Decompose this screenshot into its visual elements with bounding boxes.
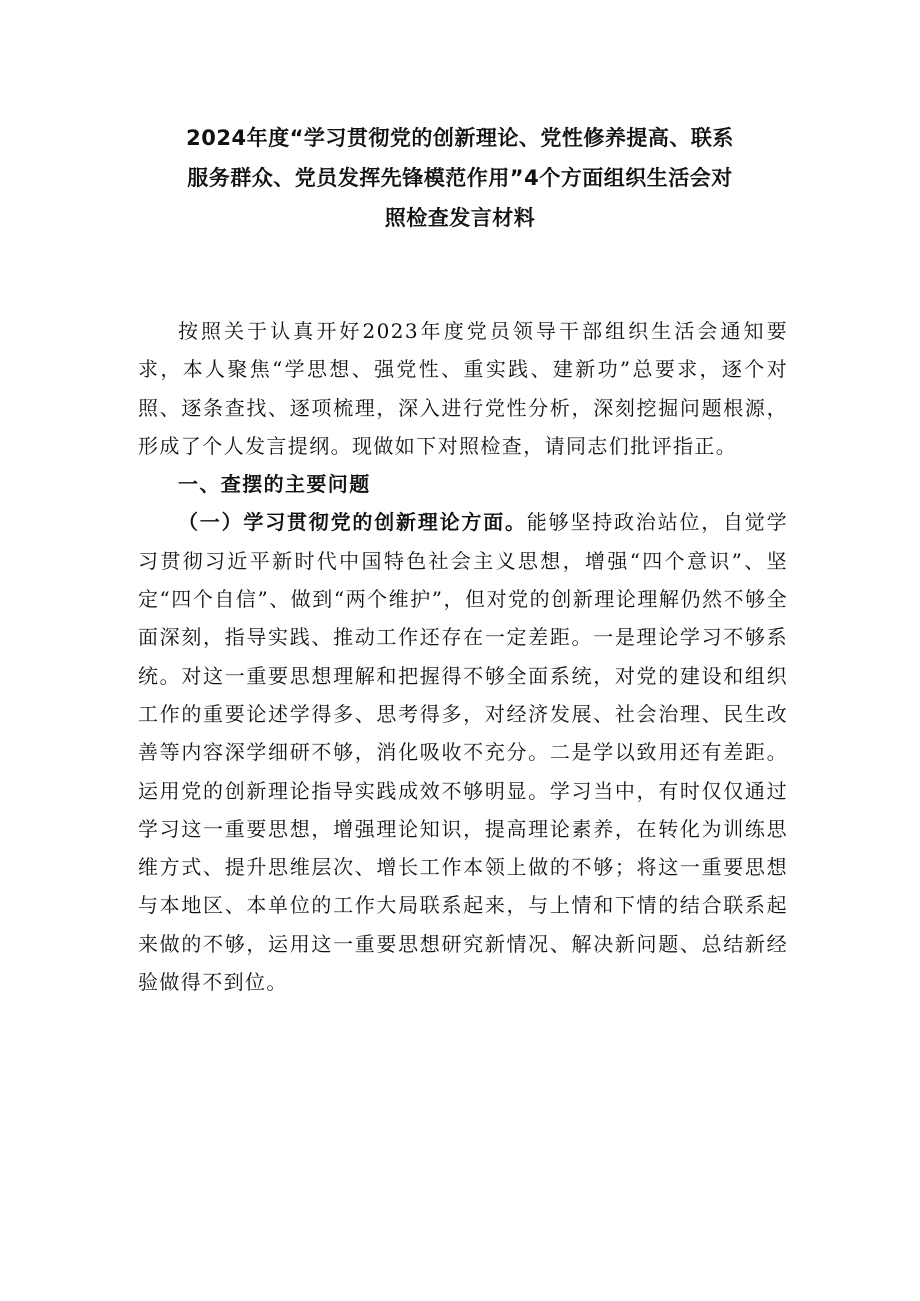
document-title xyxy=(110,118,810,238)
section-heading: 一、查摆的主要问题 xyxy=(178,472,371,497)
title-line-2: 服务群众、党员发挥先锋模范作用”4个方面组织生活会对 xyxy=(187,166,733,190)
subsection-text: 能够坚持政治站位，自觉学习贯彻习近平新时代中国特色社会主义思想，增强“四个意识”、坚定“四个自信”、做到“两个维护”，但对党的创新理论理解仍然不够全面深刻，指导实践、推动工作还存在一定差距。一是理论学习不够系统。对这一重要思想理解和把握得不够全面系统，对党的建设和组织工作的重要论述学得多、思考得多，对经济发展、社会治理、民生改善等内容深学细研不够，消化吸收不充分。二是学以致用还有差距。运用党的创新理论指导实践成效不够明显。学习当中，有时仅仅通过学习这一重要思想，增强理论知识，提高理论素养，在转化为训练思维方式、提升思维层次、增长工作本领上做的不够；将这一重要思想与本地区、本单位的工作大局联系起来，与上情和下情的结合联系起来做的不够，运用这一重要思想研究新情况、解决新问题、总结新经验做得不到位。 xyxy=(138,510,788,995)
title-line-3: 照检查发言材料 xyxy=(384,206,536,230)
document-body xyxy=(138,312,788,1001)
section-heading-paragraph xyxy=(138,465,788,503)
subsection-paragraph xyxy=(138,503,788,1001)
title-line-1: 2024年度“学习贯彻党的创新理论、党性修养提高、联系 xyxy=(186,126,734,150)
subsection-heading: （一）学习贯彻党的创新理论方面。 xyxy=(178,510,527,535)
intro-paragraph: 按照关于认真开好2023年度党员领导干部组织生活会通知要求，本人聚焦“学思想、强党性、重实践、建新功”总要求，逐个对照、逐条查找、逐项梳理，深入进行党性分析，深刻挖掘问题根源，形成了个人发言提纲。现做如下对照检查，请同志们批评指正。 xyxy=(138,319,788,458)
